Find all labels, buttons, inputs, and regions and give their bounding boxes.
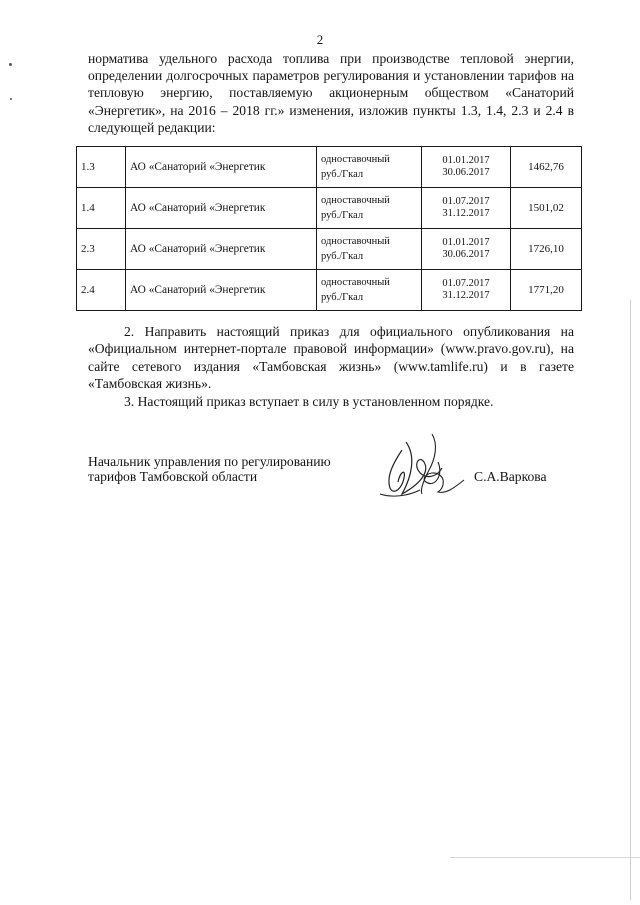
tariff-type [317, 229, 422, 270]
handwritten-signature [372, 432, 472, 504]
period-start: 01.07.2017 [442, 196, 490, 207]
paragraph-publication: 2. Направить настоящий приказ для официального опубликования на «Официальном интернет-портале правовой информации» (www.pravo.gov.ru), на сайте сетевого издания «Тамбовская жизнь» (www.tamlife.ru) и в газете «Тамбовская жизнь». [88, 324, 574, 392]
signer-title-line-1: Начальник управления по регулированию [88, 454, 331, 469]
period [422, 270, 511, 311]
period-end: 30.06.2017 [442, 167, 490, 178]
tariff-unit: руб./Гкал [321, 210, 364, 221]
tariff-value: 1462,76 [511, 147, 582, 188]
tariff-table [76, 146, 582, 311]
period-start: 01.07.2017 [442, 278, 490, 289]
tariff-unit: руб./Гкал [321, 169, 364, 180]
period-end: 30.06.2017 [442, 249, 490, 260]
signer-name: С.А.Варкова [474, 469, 547, 484]
tariff-type-label: одноставочный [321, 195, 390, 206]
period [422, 147, 511, 188]
tariff-type-label: одноставочный [321, 154, 390, 165]
tariff-value: 1726,10 [511, 229, 582, 270]
scan-bottom-line [450, 857, 640, 858]
organization-name: АО «Санаторий «Энергетик [126, 270, 317, 311]
tariff-unit: руб./Гкал [321, 251, 364, 262]
signer-title [88, 454, 331, 484]
row-number: 2.3 [77, 229, 126, 270]
row-number: 2.4 [77, 270, 126, 311]
period-end: 31.12.2017 [442, 290, 490, 301]
tariff-type [317, 188, 422, 229]
scan-edge-line [630, 300, 631, 900]
period [422, 188, 511, 229]
organization-name: АО «Санаторий «Энергетик [126, 147, 317, 188]
period-start: 01.01.2017 [442, 155, 490, 166]
table-row [77, 188, 582, 229]
organization-name: АО «Санаторий «Энергетик [126, 229, 317, 270]
table-row [77, 229, 582, 270]
organization-name: АО «Санаторий «Энергетик [126, 188, 317, 229]
period-end: 31.12.2017 [442, 208, 490, 219]
row-number: 1.3 [77, 147, 126, 188]
tariff-value: 1501,02 [511, 188, 582, 229]
closing-paragraphs [88, 323, 574, 410]
tariff-type [317, 270, 422, 311]
tariff-type [317, 147, 422, 188]
intro-text: норматива удельного расхода топлива при производстве тепловой энергии, определении долгосрочных параметров регулирования и установлении тарифов на тепловую энергию, поставляемую акционерным обществом «Санаторий «Энергетик», на 2016 – 2018 гг.» изменения, изложив пункты 1.3, 1.4, 2.3 и 2.4 в следующей редакции: [88, 51, 574, 135]
tariff-unit: руб./Гкал [321, 292, 364, 303]
tariff-type-label: одноставочный [321, 236, 390, 247]
intro-paragraph [88, 50, 574, 136]
period-start: 01.01.2017 [442, 237, 490, 248]
table-row [77, 270, 582, 311]
page-number: 2 [316, 32, 324, 47]
period [422, 229, 511, 270]
scan-speck [10, 98, 12, 100]
table-row [77, 147, 582, 188]
tariff-type-label: одноставочный [321, 277, 390, 288]
row-number: 1.4 [77, 188, 126, 229]
signer-title-line-2: тарифов Тамбовской области [88, 469, 258, 484]
scan-speck [9, 63, 12, 66]
tariff-value: 1771,20 [511, 270, 582, 311]
paragraph-effect: 3. Настоящий приказ вступает в силу в установленном порядке. [124, 393, 494, 409]
